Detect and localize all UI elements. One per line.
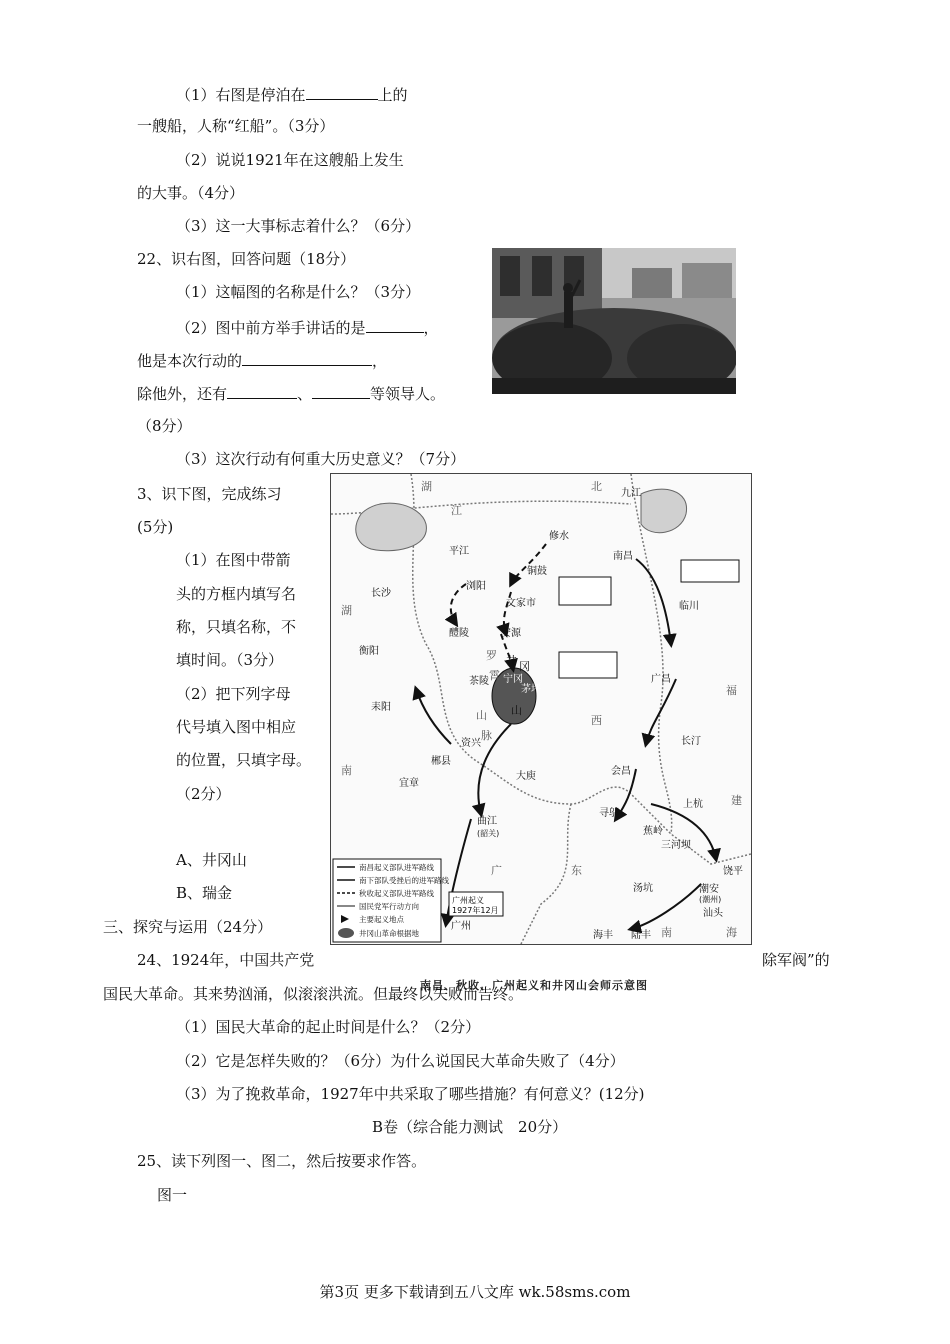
region-label: 山 xyxy=(511,704,522,717)
gz-label: 1927年12月 xyxy=(452,906,499,915)
place-label: 修水 xyxy=(549,531,569,542)
place-label: 寻邬 xyxy=(599,808,619,819)
place-label: 潮安 xyxy=(699,884,719,895)
region-label: 冈 xyxy=(519,660,530,673)
region-label: 井 xyxy=(506,654,517,667)
region-label: 脉 xyxy=(481,729,492,742)
region-label: 霄 xyxy=(489,669,500,682)
place-label: 饶平 xyxy=(723,866,743,877)
q23-score: (5分) xyxy=(137,518,174,536)
place-label: 曲江 xyxy=(477,816,497,827)
q21-line4: 的大事。（4分） xyxy=(137,184,245,202)
q25-figure-label: 图一 xyxy=(157,1186,188,1204)
region-label: 东 xyxy=(571,864,582,877)
region-label: 西 xyxy=(591,714,602,727)
answer-blank[interactable] xyxy=(242,349,372,366)
q22-line2: （2）图中前方举手讲话的是 ， xyxy=(176,316,439,338)
place-label: 南昌 xyxy=(613,551,633,562)
b-volume-heading: B卷（综合能力测试 20分） xyxy=(372,1118,568,1136)
place-label: 文家市 xyxy=(506,598,536,609)
legend-item: 主要起义地点 xyxy=(359,915,404,924)
answer-blank[interactable] xyxy=(306,83,378,100)
option-a: A、井冈山 xyxy=(176,851,247,869)
legend-item: 秋收起义部队进军路线 xyxy=(359,889,434,898)
region-label: 山 xyxy=(476,709,487,722)
place-label: 九江 xyxy=(621,488,641,499)
q22-line4: 除他外，还有 、 等领导人。 xyxy=(137,382,445,404)
region-label: 海 xyxy=(726,926,737,939)
q23-p2-line: 的位置，只填字母。 xyxy=(176,751,312,769)
q24-line1b: 除军阀”的 xyxy=(762,951,830,969)
q23-p1-line: 头的方框内填写名 xyxy=(176,585,297,603)
place-label: 平江 xyxy=(449,546,469,557)
place-label: 大庾 xyxy=(516,771,536,782)
region-label: 罗 xyxy=(486,649,497,662)
q23-p2-line: （2）把下列字母 xyxy=(176,685,291,703)
region-label: 广 xyxy=(491,864,502,877)
place-label: 会昌 xyxy=(611,766,631,777)
q21-line3: （2）说说1921年在这艘船上发生 xyxy=(176,151,404,169)
legend-item: 南昌起义部队进军路线 xyxy=(359,863,434,872)
legend-item: 南下部队受挫后的进军路线 xyxy=(359,876,449,885)
place-label: 蕉岭 xyxy=(643,826,663,837)
place-label: 郴县 xyxy=(431,756,451,767)
q22-line1: （1）这幅图的名称是什么？（3分） xyxy=(176,283,421,301)
q25-line1: 25、读下列图一、图二，然后按要求作答。 xyxy=(137,1152,427,1170)
answer-blank[interactable] xyxy=(312,382,370,399)
region-label: 江 xyxy=(451,504,462,517)
q22-heading: 22、识右图，回答问题（18分） xyxy=(137,250,356,268)
blank-box-1[interactable] xyxy=(559,577,611,605)
answer-blank[interactable] xyxy=(227,382,297,399)
place-label: 三河坝 xyxy=(661,840,691,851)
region-label: 北 xyxy=(591,480,602,493)
route-map xyxy=(330,473,752,945)
region-label: 湖 xyxy=(341,604,352,617)
q22-line5: （8分） xyxy=(137,417,192,435)
place-label: 陆丰 xyxy=(631,930,651,941)
option-b: B、瑞金 xyxy=(176,884,233,902)
place-label: 临川 xyxy=(679,601,699,612)
map-svg xyxy=(331,474,751,944)
blank-box-3[interactable] xyxy=(681,560,739,582)
q24-line4: （2）它是怎样失败的？（6分）为什么说国民大革命失败了（4分） xyxy=(176,1052,625,1070)
place-label: (潮州) xyxy=(699,895,722,904)
q23-p2-line: 代号填入图中相应 xyxy=(176,718,297,736)
q23-p2-line: （2分） xyxy=(176,785,231,803)
place-label: (韶关) xyxy=(477,829,500,838)
place-label: 长汀 xyxy=(681,736,701,747)
place-label: 上杭 xyxy=(683,799,703,810)
q22-line3: 他是本次行动的 ， xyxy=(137,349,387,371)
q21-line1: （1）右图是停泊在 上的 xyxy=(176,83,408,105)
place-label: 衡阳 xyxy=(359,646,379,657)
place-label: 浏阳 xyxy=(466,581,486,592)
legend-item: 井冈山革命根据地 xyxy=(359,929,419,938)
place-label: 茅坪 xyxy=(521,684,541,695)
uprising-photo xyxy=(492,248,736,394)
region-label: 南 xyxy=(661,926,672,939)
place-label: 茶陵 xyxy=(469,676,489,687)
place-label: 汕头 xyxy=(703,908,723,919)
place-label: 安源 xyxy=(501,628,521,639)
gz-label: 广州起义 xyxy=(452,896,484,905)
section-heading: 三、探究与运用（24分） xyxy=(103,918,273,936)
q24-line2: 国民大革命。其来势汹涌，似滚滚洪流。但最终以失败而告终。 xyxy=(103,985,524,1003)
legend-item: 国民党军行动方向 xyxy=(359,902,419,911)
map-caption: 南昌、秋收、广州起义和井冈山会师示意图 xyxy=(420,979,648,992)
place-label: 海丰 xyxy=(593,930,613,941)
q24-line3: （1）国民大革命的起止时间是什么？（2分） xyxy=(176,1018,481,1036)
place-label: 资兴 xyxy=(461,738,481,749)
q23-heading: 3、识下图，完成练习 xyxy=(137,485,282,503)
place-label: 汤坑 xyxy=(633,883,653,894)
place-label: 铜鼓 xyxy=(527,566,547,577)
region-label: 建 xyxy=(731,794,742,807)
place-label: 宜章 xyxy=(399,778,419,789)
region-label: 福 xyxy=(726,684,737,697)
q24-line5: （3）为了挽救革命，1927年中共采取了哪些措施？有何意义？(12分) xyxy=(176,1085,645,1103)
place-label: 宁冈 xyxy=(503,674,523,685)
place-label: 广州 xyxy=(451,921,471,932)
place-label: 耒阳 xyxy=(371,702,391,713)
q23-p1-line: 称，只填名称，不 xyxy=(176,618,297,636)
region-label: 南 xyxy=(341,764,352,777)
q23-p1-line: （1）在图中带箭 xyxy=(176,551,291,569)
q22-line6: （3）这次行动有何重大历史意义？（7分） xyxy=(176,450,466,468)
blank-box-2[interactable] xyxy=(559,652,617,678)
photo-drawing xyxy=(492,248,736,394)
place-label: 醴陵 xyxy=(449,628,469,639)
place-label: 长沙 xyxy=(371,588,391,599)
page-footer: 第3页 更多下载请到五八文库 wk.58sms.com xyxy=(319,1283,631,1301)
answer-blank[interactable] xyxy=(366,316,424,333)
q24-line1a: 24、1924年，中国共产党 xyxy=(137,951,315,969)
place-label: 广昌 xyxy=(651,674,671,685)
q21-line2: 一艘船，人称“红船”。（3分） xyxy=(137,117,335,135)
region-label: 湖 xyxy=(421,480,432,493)
q23-p1-line: 填时间。（3分） xyxy=(176,651,284,669)
q21-line5: （3）这一大事标志着什么？（6分） xyxy=(176,217,421,235)
